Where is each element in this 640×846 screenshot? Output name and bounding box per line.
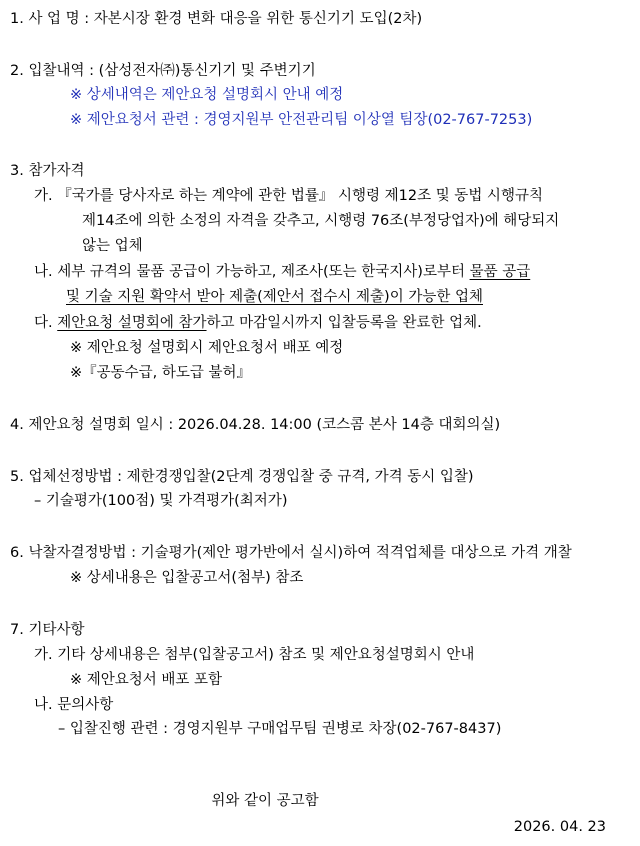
section-3-item-c-prefix: 다. (34, 315, 58, 331)
section-6-award-method: 6. 낙찰자결정방법 : 기술평가(제안 평가반에서 실시)하여 적격업체를 대상으로 가격 개찰 (10, 545, 572, 561)
section-2-note-details: ※ 상세내역은 제안요청 설명회시 안내 예정 (70, 87, 344, 103)
section-5-selection-method: 5. 업체선정방법 : 제한경쟁입찰(2단계 경쟁입찰 중 규격, 가격 동시 입찰) (10, 469, 474, 485)
section-6-note: ※ 상세내용은 입찰공고서(첨부) 참조 (70, 570, 304, 586)
section-7-item-b: 나. 문의사항 (34, 697, 114, 713)
section-3-item-a-line1: 가. 『국가를 당사자로 하는 계약에 관한 법률』 시행령 제12조 및 동법 시행규칙 (34, 188, 543, 204)
section-7-item-a-note: ※ 제안요청서 배포 포함 (70, 672, 223, 688)
section-3-item-c (34, 312, 482, 334)
section-7-item-b-contact: – 입찰진행 관련 : 경영지원부 구매업무팀 권병로 차장(02-767-8437) (58, 721, 502, 737)
section-3-note-no-joint: ※『공동수급, 하도급 불허』 (70, 365, 252, 381)
section-3-item-c-underlined: 제안요청 설명회에 참가 (57, 315, 207, 331)
section-7-other: 7. 기타사항 (10, 622, 85, 638)
section-3-item-b-line1 (34, 261, 530, 283)
section-3-item-b-text: 나. 세부 규격의 물품 공급이 가능하고, 제조사(또는 한국지사)로부터 (34, 264, 470, 280)
section-4-briefing-datetime: 4. 제안요청 설명회 일시 : 2026.04.28. 14:00 (코스콤 본사 14층 대회의실) (10, 417, 501, 433)
section-3-item-a-line3: 않는 업체 (82, 238, 143, 254)
section-3-note-distribution: ※ 제안요청 설명회시 제안요청서 배포 예정 (70, 340, 344, 356)
section-1-project-name: 1. 사 업 명 : 자본시장 환경 변화 대응을 위한 통신기기 도입(2차) (10, 11, 423, 27)
section-5-evaluation: – 기술평가(100점) 및 가격평가(최저가) (34, 493, 288, 509)
announcement-date: 2026. 04. 23 (513, 819, 606, 835)
section-3-item-b-line2: 및 기술 지원 확약서 받아 제출(제안서 접수시 제출)이 가능한 업체 (66, 289, 483, 305)
section-2-bid-items: 2. 입찰내역 : (삼성전자㈜)통신기기 및 주변기기 (10, 63, 316, 79)
section-7-item-a: 가. 기타 상세내용은 첨부(입찰공고서) 참조 및 제안요청설명회시 안내 (34, 647, 475, 663)
section-3-eligibility: 3. 참가자격 (10, 163, 85, 179)
closing-statement: 위와 같이 공고함 (211, 793, 319, 809)
section-3-item-c-rest: 하고 마감일시까지 입찰등록을 완료한 업체. (206, 315, 482, 331)
section-3-item-a-line2: 제14조에 의한 소정의 자격을 갖추고, 시행령 76조(부정당업자)에 해당되지 (82, 213, 560, 229)
section-2-note-contact: ※ 제안요청서 관련 : 경영지원부 안전관리팀 이상열 팀장(02-767-7253) (70, 112, 533, 128)
section-3-item-b-underlined: 물품 공급 (469, 264, 531, 280)
